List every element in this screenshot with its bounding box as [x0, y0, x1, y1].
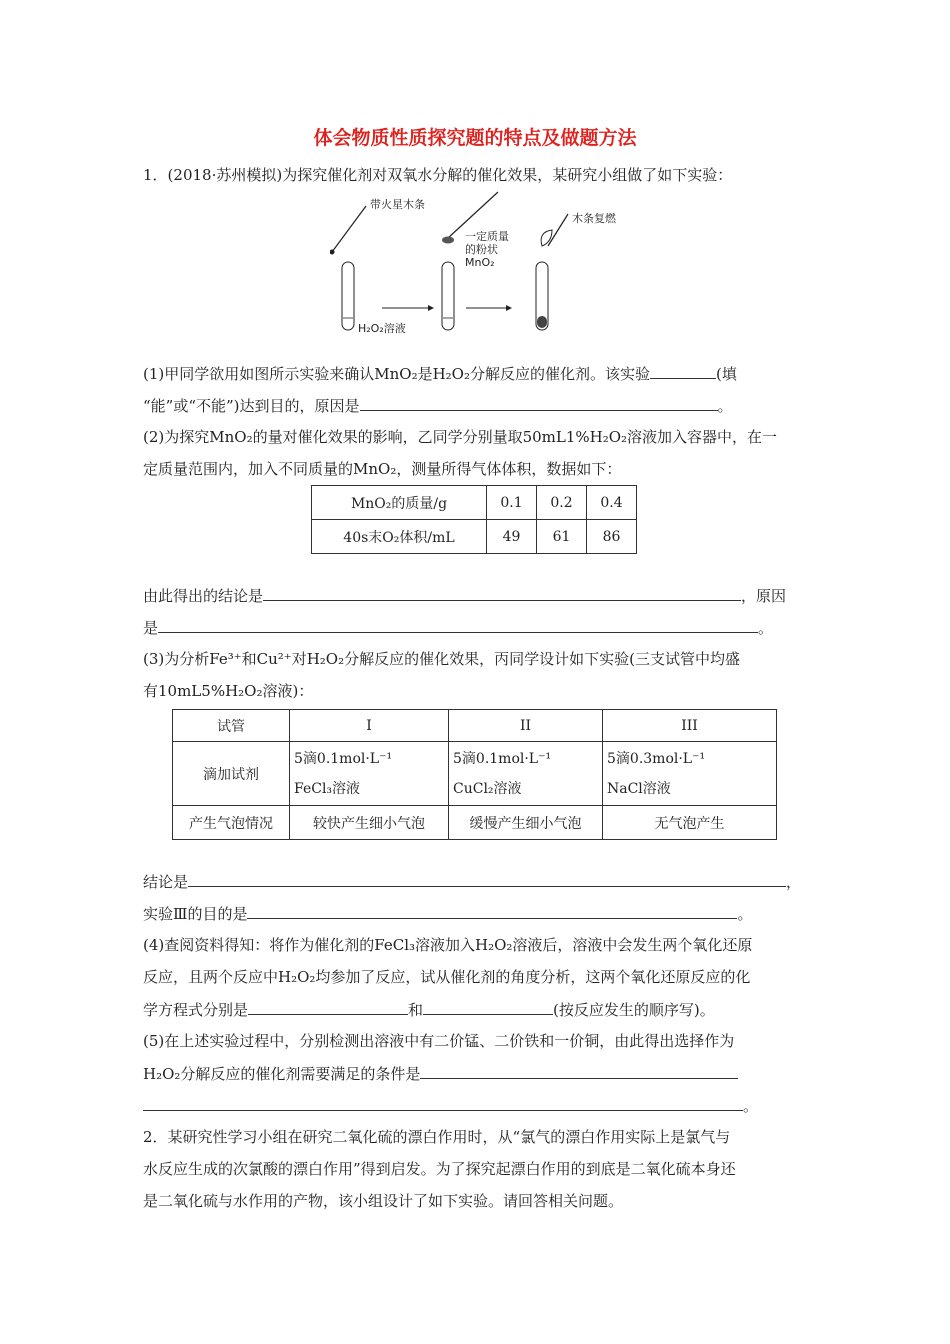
table1-cell: 61: [537, 520, 587, 554]
label-mno2-2: 的粉状: [465, 243, 498, 256]
table1-row1-label: MnO₂的质量/g: [312, 486, 487, 520]
arrow-2-head: [506, 305, 512, 311]
catalyst-comparison-table: [172, 709, 777, 840]
table2-reagent-ii: 5滴0.1mol·L⁻¹ CuCl₂溶液: [449, 742, 603, 806]
q1-part4-line2: 反应，且两个反应中H₂O₂均参加了反应，试从催化剂的角度分析，这两个氧化还原反应的化: [143, 968, 751, 986]
answer-blank-can-or-cannot[interactable]: [650, 363, 716, 379]
q1-part1-line1: (1)甲同学欲用如图所示实验来确认MnO₂是H₂O₂分解反应的催化剂。该实验 (填: [143, 365, 737, 383]
answer-blank-conclusion-3[interactable]: [188, 871, 786, 887]
answer-blank-equation-2[interactable]: [423, 999, 553, 1015]
table2-reagent-label: 滴加试剂: [173, 742, 290, 806]
table1-cell: 0.4: [587, 486, 637, 520]
flame-icon: [541, 230, 552, 246]
q1-part4-line1: (4)查阅资料得知：将作为催化剂的FeCl₃溶液加入H₂O₂溶液后，溶液中会发生两个氧化还原: [143, 936, 753, 954]
answer-blank-purpose[interactable]: [247, 903, 737, 919]
q1-part3-line2: 有10mL5%H₂O₂溶液)：: [143, 682, 314, 700]
label-reignite: 木条复燃: [572, 212, 616, 225]
q1-intro: 1．(2018·苏州模拟)为探究催化剂对双氧水分解的催化效果，某研究小组做了如下实验：: [143, 166, 733, 184]
q1-part5-line2: H₂O₂分解反应的催化剂需要满足的条件是: [143, 1063, 738, 1084]
q1-part5-line3: 。: [143, 1095, 758, 1116]
q1-part2-conclusion: 由此得出的结论是 ，原因: [143, 587, 787, 605]
q1-part5-line1: (5)在上述实验过程中，分别检测出溶液中有二价锰、二价铁和一价铜，由此得出选择作为: [143, 1032, 735, 1050]
q2-line1: 2．某研究性学习小组在研究二氧化硫的漂白作用时，从“氯气的漂白作用实际上是氯气与: [143, 1128, 731, 1146]
table2-header-iii: III: [603, 710, 777, 742]
q1-part2-line1: (2)为探究MnO₂的量对催化效果的影响，乙同学分别量取50mL1%H₂O₂溶液加入容器中，在一: [143, 428, 778, 446]
experiment-figure: [330, 190, 640, 340]
q1-part2-reason: 是 。: [143, 619, 774, 637]
answer-blank-conclusion-2[interactable]: [263, 585, 741, 601]
bubbling-liquid: [537, 316, 547, 328]
arrow-1-head: [428, 305, 434, 311]
q1-part3-line1: (3)为分析Fe³⁺和Cu²⁺对H₂O₂分解反应的催化效果，丙同学设计如下实验(三支试管中均盛: [143, 650, 740, 668]
test-tube-2: [442, 262, 454, 330]
answer-blank-equation-1[interactable]: [248, 999, 408, 1015]
label-mno2-1: 一定质量: [465, 230, 509, 243]
q1-part4-line3: 学方程式分别是 和 (按反应发生的顺序写)。: [143, 1001, 715, 1019]
table2-bubble-i: 较快产生细小气泡: [290, 806, 449, 840]
table1-cell: 0.1: [487, 486, 537, 520]
table2-header-ii: II: [449, 710, 603, 742]
answer-blank-reason-2[interactable]: [158, 617, 758, 633]
table2-bubble-iii: 无气泡产生: [603, 806, 777, 840]
table2-reagent-iii: 5滴0.3mol·L⁻¹ NaCl溶液: [603, 742, 777, 806]
mno2-data-table: [311, 485, 637, 554]
table1-cell: 49: [487, 520, 537, 554]
q2-line2: 水反应生成的次氯酸的漂白作用”得到启发。为了探究起漂白作用的到底是二氧化硫本身还: [143, 1160, 736, 1178]
q1-part2-line2: 定质量范围内，加入不同质量的MnO₂，测量所得气体体积，数据如下：: [143, 460, 622, 478]
table1-cell: 86: [587, 520, 637, 554]
q1-part1-line2: “能”或“不能”)达到目的，原因是 。: [143, 397, 733, 415]
q1-part3-conclusion: 结论是 ，: [143, 873, 802, 891]
table1-cell: 0.2: [537, 486, 587, 520]
table2-header-i: I: [290, 710, 449, 742]
table2-reagent-i: 5滴0.1mol·L⁻¹ FeCl₃溶液: [290, 742, 449, 806]
page-title: 体会物质性质探究题的特点及做题方法: [313, 127, 637, 149]
answer-blank-condition-cont[interactable]: [143, 1095, 743, 1111]
answer-blank-condition[interactable]: [420, 1063, 738, 1079]
glowing-splint: [332, 206, 366, 252]
label-glowing-splint: 带火星木条: [370, 198, 425, 211]
table2-bubble-ii: 缓慢产生细小气泡: [449, 806, 603, 840]
table2-header-tube: 试管: [173, 710, 290, 742]
table1-row2-label: 40s末O₂体积/mL: [312, 520, 487, 554]
q2-line3: 是二氧化硫与水作用的产物，该小组设计了如下实验。请回答相关问题。: [143, 1192, 624, 1210]
q1-part3-purpose: 实验Ⅲ的目的是 。: [143, 905, 753, 923]
answer-blank-reason-1[interactable]: [360, 395, 718, 411]
table2-bubble-label: 产生气泡情况: [173, 806, 290, 840]
label-h2o2: H₂O₂溶液: [358, 322, 406, 335]
label-mno2-3: MnO₂: [465, 256, 495, 269]
mno2-powder: [442, 237, 454, 244]
test-tube-1: [342, 262, 354, 330]
